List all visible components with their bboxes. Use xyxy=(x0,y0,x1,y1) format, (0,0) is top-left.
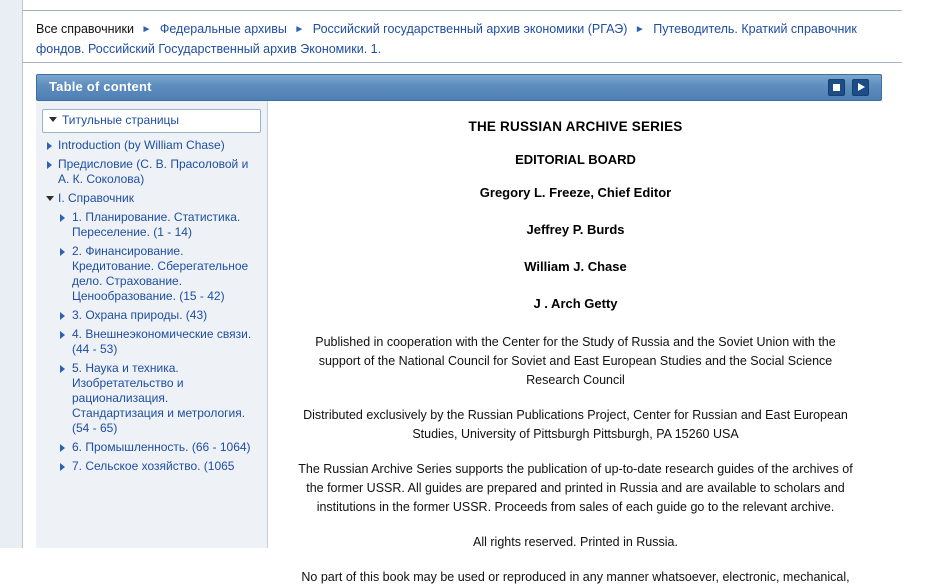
chevron-right-icon xyxy=(60,248,65,256)
left-rail xyxy=(0,0,23,548)
breadcrumb-item-3[interactable]: Путеводитель. Краткий справочник фондов. Российский Государственный архив Экономики. 1. xyxy=(36,22,857,56)
sidebar-item-label[interactable]: 4. Внешнеэкономические связи. (44 - 53) xyxy=(72,327,252,356)
content-area xyxy=(36,101,882,584)
sidebar-item-section-2[interactable] xyxy=(42,244,261,304)
chevron-right-icon xyxy=(60,312,65,320)
sidebar-item-label[interactable]: Introduction (by William Chase) xyxy=(58,138,225,152)
document-paragraph-4: All rights reserved. Printed in Russia. xyxy=(473,535,678,549)
sidebar-item-handbook[interactable] xyxy=(42,191,261,206)
document-paragraph-3: The Russian Archive Series supports the publication of up-to-date research guides of the archives of the former USSR. All guides are prepared and printed in Russia and are available to scholars and institutions in the former USSR. Proceeds from sales of each guide go to the relevant archive. xyxy=(298,462,853,514)
chevron-right-icon xyxy=(60,463,65,471)
sidebar-item-label[interactable]: 7. Сельское хозяйство. (1065 xyxy=(72,459,235,473)
chevron-right-icon xyxy=(47,161,52,169)
editor-name-3: William J. Chase xyxy=(524,259,627,274)
toc-sidebar[interactable] xyxy=(36,101,268,548)
sidebar-item-label[interactable]: 6. Промышленность. (66 - 1064) xyxy=(72,440,251,454)
breadcrumb xyxy=(36,20,892,58)
breadcrumb-separator-icon: ► xyxy=(634,24,645,35)
sidebar-item-section-6[interactable] xyxy=(42,440,261,455)
toc-header-bar xyxy=(36,74,882,101)
toc-header-title: Table of content xyxy=(49,79,152,94)
sidebar-item-label[interactable]: 3. Охрана природы. (43) xyxy=(72,308,208,322)
editor-name-4: J . Arch Getty xyxy=(533,296,618,311)
sidebar-item-title-pages[interactable] xyxy=(42,109,261,133)
sidebar-item-section-7[interactable] xyxy=(42,459,261,474)
chevron-right-icon xyxy=(60,444,65,452)
chevron-down-icon xyxy=(49,117,57,122)
chevron-down-icon xyxy=(46,196,54,201)
editor-name-2: Jeffrey P. Burds xyxy=(526,222,625,237)
sidebar-item-section-4[interactable] xyxy=(42,327,261,357)
sidebar-item-label[interactable]: 5. Наука и техника. Изобретательство и рационализация. Стандартизация и метрология. (54 - 65) xyxy=(72,361,246,435)
sidebar-item-label[interactable]: I. Справочник xyxy=(58,191,134,205)
sidebar-item-label[interactable]: 2. Финансирование. Кредитование. Сберегательное дело. Страхование. Ценообразование. (15 - 42) xyxy=(72,244,249,303)
chevron-right-icon xyxy=(47,142,52,150)
breadcrumb-separator-icon: ► xyxy=(141,24,152,35)
breadcrumb-separator-icon: ► xyxy=(294,24,305,35)
sidebar-item-preface[interactable] xyxy=(42,157,261,187)
document-title: THE RUSSIAN ARCHIVE SERIES xyxy=(468,119,683,134)
chevron-right-icon xyxy=(60,365,65,373)
document-paragraph-5: No part of this book may be used or reproduced in any manner whatsoever, electronic, mechanical, xyxy=(301,570,850,584)
chevron-right-icon xyxy=(60,331,65,339)
document-paragraph-1: Published in cooperation with the Center for the Study of Russia and the Soviet Union with the support of the National Council for Soviet and East European Studies and the Social Science Research Council xyxy=(315,335,836,387)
sidebar-item-section-5[interactable] xyxy=(42,361,261,436)
sidebar-item-introduction[interactable] xyxy=(42,138,261,153)
breadcrumb-item-2[interactable]: Российский государственный архив экономики (РГАЭ) xyxy=(312,22,628,36)
sidebar-item-section-3[interactable] xyxy=(42,308,261,323)
breadcrumb-item-1[interactable]: Федеральные архивы xyxy=(159,22,287,36)
breadcrumb-item-0[interactable]: Все справочники xyxy=(36,22,134,36)
chevron-right-icon xyxy=(60,214,65,222)
document-viewer xyxy=(269,101,882,584)
play-icon xyxy=(858,83,865,91)
sidebar-item-label[interactable]: Предисловие (С. В. Прасоловой и А. К. Соколова) xyxy=(58,157,249,186)
sidebar-item-label: Титульные страницы xyxy=(62,113,180,127)
next-button[interactable] xyxy=(852,79,869,96)
stop-icon xyxy=(833,84,840,91)
sidebar-item-label[interactable]: 1. Планирование. Статистика. Переселение. (1 - 14) xyxy=(72,210,241,239)
breadcrumb-divider xyxy=(22,62,902,63)
stop-button[interactable] xyxy=(828,79,845,96)
document-paragraph-2: Distributed exclusively by the Russian Publications Project, Center for Russian and East European Studies, University of Pittsburgh Pittsburgh, PA 15260 USA xyxy=(303,408,848,441)
document-subtitle: EDITORIAL BOARD xyxy=(515,152,636,167)
top-divider xyxy=(22,10,902,11)
sidebar-item-section-1[interactable] xyxy=(42,210,261,240)
editor-name-chief: Gregory L. Freeze, Chief Editor xyxy=(479,185,672,200)
